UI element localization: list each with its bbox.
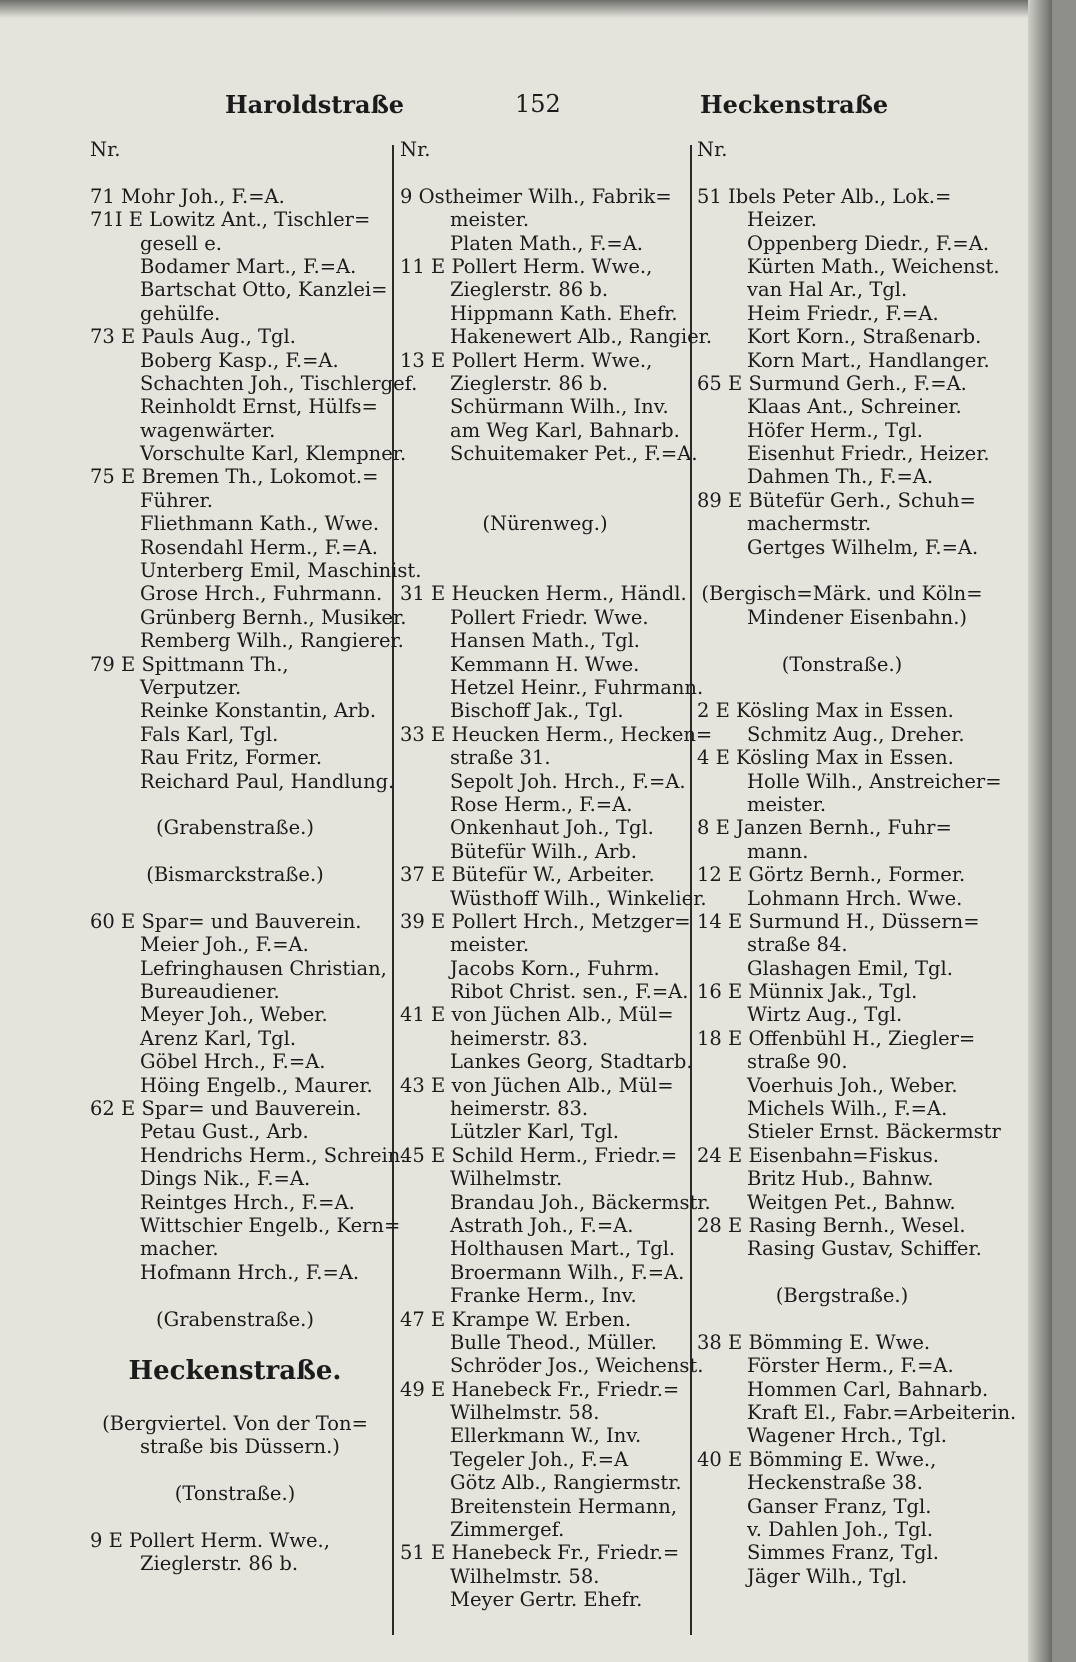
house-entry: 47 E Krampe W. Erben. [400, 1307, 632, 1331]
entry-line: Wüsthoff Wilh., Winkelier. [450, 886, 707, 910]
entry-line: Sepolt Joh. Hrch., F.=A. [450, 769, 686, 793]
entry-line: Michels Wilh., F.=A. [747, 1097, 948, 1121]
entry-line: Jacobs Korn., Fuhrm. [450, 956, 660, 980]
entry-line: Boberg Kasp., F.=A. [140, 348, 339, 372]
house-entry: 51 Ibels Peter Alb., Lok.= [697, 184, 952, 208]
entry-line: v. Dahlen Joh., Tgl. [747, 1518, 934, 1542]
entry-line: Meyer Joh., Weber. [140, 1003, 328, 1027]
house-entry: 65 E Surmund Gerh., F.=A. [697, 371, 967, 395]
entry-line: straße 84. [747, 933, 848, 957]
entry-line [90, 1388, 390, 1411]
entry-line: Rosendahl Herm., F.=A. [140, 535, 378, 559]
entry-line: Hendrichs Herm., Schrein. [140, 1143, 407, 1167]
entry-line: Holthausen Mart., Tgl. [450, 1237, 676, 1261]
entry-line: Mindener Eisenbahn.) [747, 605, 968, 629]
entry-line: gesell e. [140, 231, 222, 255]
entry-line [697, 1308, 997, 1331]
entry-line: Meyer Gertr. Ehefr. [450, 1588, 643, 1612]
entry-line: Broermann Wilh., F.=A. [450, 1260, 685, 1284]
entry-line: gehülfe. [140, 301, 221, 325]
entry-line: Unterberg Emil, Maschinist. [140, 559, 422, 583]
entry-line: Voerhuis Joh., Weber. [747, 1073, 958, 1097]
entry-line: Hetzel Heinr., Fuhrmann. [450, 675, 704, 699]
section-heading: (Grabenstraße.) [156, 1307, 314, 1331]
entry-line: Britz Hub., Bahnw. [747, 1167, 934, 1191]
entry-line: Reinholdt Ernst, Hülfs= [140, 395, 378, 419]
entry-line [400, 489, 700, 512]
column-rule [392, 145, 394, 1635]
entry-line: Petau Gust., Arb. [140, 1120, 309, 1144]
house-entry: 8 E Janzen Bernh., Fuhr= [697, 816, 952, 840]
entry-line: Ganser Franz, Tgl. [747, 1494, 932, 1518]
entry-line: Tegeler Joh., F.=A [450, 1447, 629, 1471]
entry-line: Onkenhaut Joh., Tgl. [450, 816, 654, 840]
entry-line: Meier Joh., F.=A. [140, 933, 309, 957]
entry-line [90, 1284, 390, 1307]
entry-line: Förster Herm., F.=A. [747, 1354, 954, 1378]
running-head-left: Haroldstraße [225, 90, 405, 119]
entry-line [400, 559, 700, 582]
entry-line: heimerstr. 83. [450, 1097, 589, 1121]
section-heading: (Tonstraße.) [781, 652, 903, 676]
entry-line: Führer. [140, 488, 213, 512]
entry-line: Wilhelmstr. 58. [450, 1401, 600, 1425]
entry-line: macher. [140, 1237, 219, 1261]
entry-line: Pollert Friedr. Wwe. [450, 605, 649, 629]
entry-line: Schmitz Aug., Dreher. [747, 722, 965, 746]
house-entry: 75 E Bremen Th., Lokomot.= [90, 465, 379, 489]
entry-line: Ribot Christ. sen., F.=A. [450, 980, 689, 1004]
entry-line: Hakenewert Alb., Rangier. [450, 325, 713, 349]
top-shadow [0, 0, 1052, 18]
entry-line: Dings Nik., F.=A. [140, 1167, 311, 1191]
entry-line: Platen Math., F.=A. [450, 231, 644, 255]
entry-line [697, 676, 997, 699]
page-edge [1028, 0, 1052, 1662]
entry-line [400, 161, 700, 184]
section-heading: (Nürenweg.) [482, 512, 608, 536]
entry-line: Hippmann Kath. Ehefr. [450, 301, 678, 325]
entry-line: Bütefür Wilh., Arb. [450, 839, 637, 863]
entry-line [90, 887, 390, 910]
house-entry: 79 E Spittmann Th., [90, 652, 289, 676]
entry-line: Zieglerstr. 86 b. [140, 1552, 299, 1576]
entry-line: Kort Korn., Straßenarb. [747, 325, 982, 349]
entry-line: Korn Mart., Handlanger. [747, 348, 990, 372]
entry-line: heimerstr. 83. [450, 1026, 589, 1050]
entry-line [697, 1261, 997, 1284]
house-entry: 24 E Eisenbahn=Fiskus. [697, 1143, 939, 1167]
house-entry: 31 E Heucken Herm., Händl. [400, 582, 687, 606]
house-entry: 2 E Kösling Max in Essen. [697, 699, 954, 723]
entry-line: Weitgen Pet., Bahnw. [747, 1190, 956, 1214]
entry-line [90, 1331, 390, 1354]
house-entry: 13 E Pollert Herm. Wwe., [400, 348, 653, 372]
entry-line: Lankes Georg, Stadtarb. [450, 1050, 693, 1074]
entry-line: Bulle Theod., Müller. [450, 1330, 657, 1354]
entry-line: meister. [450, 208, 530, 232]
page-number: 152 [515, 90, 561, 118]
entry-line: Simmes Franz, Tgl. [747, 1541, 939, 1565]
section-heading: (Tonstraße.) [174, 1481, 296, 1505]
section-heading: (Bergstraße.) [775, 1284, 909, 1308]
entry-line: Vorschulte Karl, Klempner. [140, 442, 407, 466]
house-entry: 33 E Heucken Herm., Hecken= [400, 722, 713, 746]
entry-line: wagenwärter. [140, 418, 276, 442]
entry-line: straße bis Düssern.) [140, 1435, 340, 1459]
entry-line: Wilhelmstr. 58. [450, 1564, 600, 1588]
house-entry: 71 Mohr Joh., F.=A. [90, 184, 285, 208]
house-entry: 41 E von Jüchen Alb., Mül= [400, 1003, 674, 1027]
entry-line: Lohmann Hrch. Wwe. [747, 886, 963, 910]
entry-line: Wirtz Aug., Tgl. [747, 1003, 903, 1027]
house-entry: 45 E Schild Herm., Friedr.= [400, 1143, 678, 1167]
entry-line: machermstr. [747, 512, 872, 536]
entry-line: Kürten Math., Weichenst. [747, 254, 1000, 278]
house-entry: 89 E Bütefür Gerh., Schuh= [697, 488, 976, 512]
entry-line: Reintges Hrch., F.=A. [140, 1190, 355, 1214]
entry-line [90, 840, 390, 863]
entry-line: Reichard Paul, Handlung. [140, 769, 395, 793]
section-heading: (Grabenstraße.) [156, 816, 314, 840]
house-entry: 9 Ostheimer Wilh., Fabrik= [400, 184, 672, 208]
entry-line: Ellerkmann W., Inv. [450, 1424, 642, 1448]
entry-line [697, 559, 997, 582]
house-entry: 62 E Spar= und Bauverein. [90, 1097, 362, 1121]
entry-line: Dahmen Th., F.=A. [747, 465, 934, 489]
entry-line [90, 161, 390, 184]
entry-line: Verputzer. [140, 675, 242, 699]
entry-line: Remberg Wilh., Rangierer. [140, 629, 404, 653]
entry-line: Heizer. [747, 208, 817, 232]
entry-line: Bischoff Jak., Tgl. [450, 699, 624, 723]
running-head-right: Heckenstraße [700, 90, 889, 119]
entry-line [400, 536, 700, 559]
house-entry: 60 E Spar= und Bauverein. [90, 909, 362, 933]
entry-line: Stieler Ernst. Bäckermstr [747, 1120, 1001, 1144]
entry-line: Eisenhut Friedr., Heizer. [747, 442, 990, 466]
street-heading: Heckenstraße. [128, 1356, 342, 1387]
entry-line: Klaas Ant., Schreiner. [747, 395, 962, 419]
directory-column-1 [90, 138, 422, 1643]
entry-line: Breitenstein Hermann, [450, 1494, 678, 1518]
entry-line: Schuitemaker Pet., F.=A. [450, 442, 698, 466]
entry-line: Schürmann Wilh., Inv. [450, 395, 669, 419]
section-heading: (Bergisch=Märk. und Köln= [701, 582, 983, 606]
entry-line: Brandau Joh., Bäckermstr. [450, 1190, 711, 1214]
entry-line: meister. [450, 933, 530, 957]
entry-line: Lefringhausen Christian, [140, 956, 387, 980]
entry-line: Fliethmann Kath., Wwe. [140, 512, 380, 536]
nr-label: Nr. [697, 138, 728, 161]
entry-line [90, 1458, 390, 1481]
entry-line: Holle Wilh., Anstreicher= [747, 769, 1002, 793]
house-entry: 28 E Rasing Bernh., Wesel. [697, 1213, 966, 1237]
house-entry: 51 E Hanebeck Fr., Friedr.= [400, 1541, 680, 1565]
house-entry: 4 E Kösling Max in Essen. [697, 746, 954, 770]
house-entry: 39 E Pollert Hrch., Metzger= [400, 909, 691, 933]
entry-line: Arenz Karl, Tgl. [140, 1026, 297, 1050]
house-entry: 16 E Münnix Jak., Tgl. [697, 980, 918, 1004]
entry-line: Höing Engelb., Maurer. [140, 1073, 373, 1097]
house-entry: 9 E Pollert Herm. Wwe., [90, 1528, 330, 1552]
entry-line [697, 161, 997, 184]
directory-column-3 [697, 138, 1017, 1643]
entry-line: Heim Friedr., F.=A. [747, 301, 939, 325]
entry-line: Bodamer Mart., F.=A. [140, 254, 357, 278]
house-entry: 40 E Bömming E. Wwe., [697, 1447, 937, 1471]
entry-line: Wilhelmstr. [450, 1167, 563, 1191]
house-entry: 43 E von Jüchen Alb., Mül= [400, 1073, 674, 1097]
entry-line: meister. [747, 792, 827, 816]
entry-line [90, 1505, 390, 1528]
entry-line: Hofmann Hrch., F.=A. [140, 1260, 360, 1284]
entry-line: Wittschier Engelb., Kern= [140, 1213, 401, 1237]
entry-line [90, 793, 390, 816]
entry-line: Schröder Jos., Weichenst. [450, 1354, 704, 1378]
entry-line: Reinke Konstantin, Arb. [140, 699, 377, 723]
entry-line: Zieglerstr. 86 b. [450, 371, 609, 395]
entry-line: Oppenberg Diedr., F.=A. [747, 231, 990, 255]
entry-line: Rasing Gustav, Schiffer. [747, 1237, 982, 1261]
section-heading: (Bismarckstraße.) [146, 863, 324, 887]
entry-line: straße 90. [747, 1050, 848, 1074]
nr-label: Nr. [90, 138, 121, 161]
entry-line [697, 629, 997, 652]
house-entry: 18 E Offenbühl H., Ziegler= [697, 1026, 976, 1050]
entry-line: Bureaudiener. [140, 980, 280, 1004]
entry-line: Fals Karl, Tgl. [140, 722, 279, 746]
entry-line: Hansen Math., Tgl. [450, 629, 641, 653]
entry-line: Lützler Karl, Tgl. [450, 1120, 619, 1144]
entry-line: Zimmergef. [450, 1518, 565, 1542]
house-entry: 71I E Lowitz Ant., Tischler= [90, 208, 371, 232]
entry-line: Göbel Hrch., F.=A. [140, 1050, 326, 1074]
entry-line: straße 31. [450, 746, 551, 770]
entry-line: Hommen Carl, Bahnarb. [747, 1377, 989, 1401]
entry-line: van Hal Ar., Tgl. [747, 278, 908, 302]
entry-line: Franke Herm., Inv. [450, 1284, 637, 1308]
entry-line: Astrath Joh., F.=A. [450, 1213, 634, 1237]
entry-line: Schachten Joh., Tischlergef. [140, 371, 418, 395]
entry-line: Glashagen Emil, Tgl. [747, 956, 953, 980]
page-header [0, 90, 1052, 130]
house-entry: 14 E Surmund H., Düssern= [697, 909, 980, 933]
house-entry: 38 E Bömming E. Wwe. [697, 1330, 931, 1354]
house-entry: 37 E Bütefür W., Arbeiter. [400, 863, 655, 887]
entry-line: Götz Alb., Rangiermstr. [450, 1471, 682, 1495]
house-entry: 73 E Pauls Aug., Tgl. [90, 325, 296, 349]
entry-line: Rose Herm., F.=A. [450, 792, 633, 816]
house-entry: 49 E Hanebeck Fr., Friedr.= [400, 1377, 680, 1401]
entry-line: Höfer Herm., Tgl. [747, 418, 923, 442]
directory-column-2 [400, 138, 713, 1643]
entry-line: Grose Hrch., Fuhrmann. [140, 582, 383, 606]
entry-line: Rau Fritz, Former. [140, 746, 323, 770]
entry-line: Jäger Wilh., Tgl. [747, 1564, 908, 1588]
house-entry: 12 E Görtz Bernh., Former. [697, 863, 966, 887]
entry-line: mann. [747, 839, 809, 863]
entry-line: Gertges Wilhelm, F.=A. [747, 535, 979, 559]
entry-line: Bartschat Otto, Kanzlei= [140, 278, 388, 302]
entry-line: Grünberg Bernh., Musiker. [140, 605, 407, 629]
entry-line: Wagener Hrch., Tgl. [747, 1424, 947, 1448]
entry-line: Kraft El., Fabr.=Arbeiterin. [747, 1401, 1017, 1425]
entry-line: Kemmann H. Wwe. [450, 652, 640, 676]
entry-line [400, 465, 700, 488]
entry-line: am Weg Karl, Bahnarb. [450, 418, 680, 442]
entry-line: Heckenstraße 38. [747, 1471, 923, 1495]
entry-line: Zieglerstr. 86 b. [450, 278, 609, 302]
section-heading: (Bergviertel. Von der Ton= [102, 1411, 368, 1435]
nr-label: Nr. [400, 138, 431, 161]
house-entry: 11 E Pollert Herm. Wwe., [400, 254, 653, 278]
